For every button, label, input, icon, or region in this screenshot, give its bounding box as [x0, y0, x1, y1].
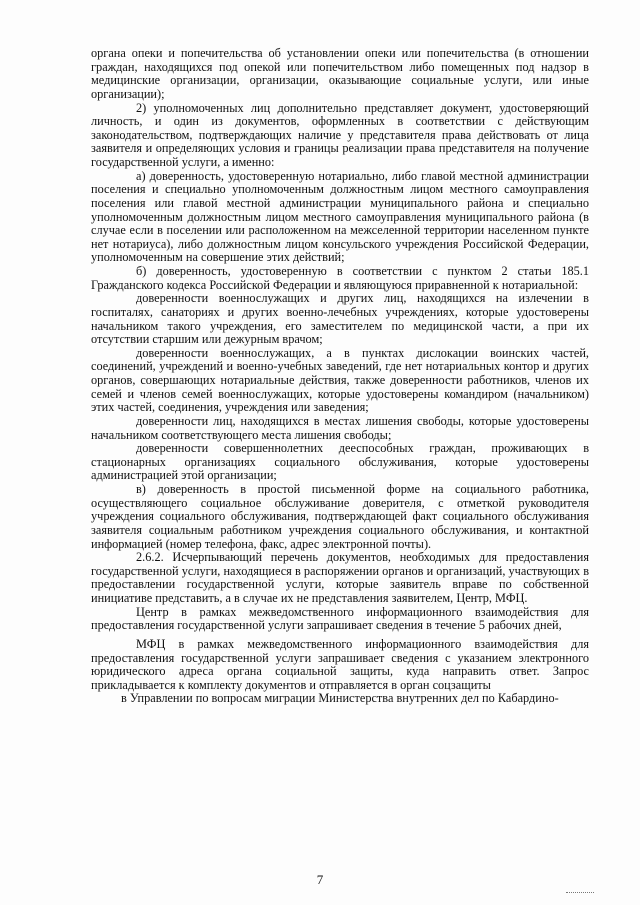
body-text [91, 47, 589, 706]
paragraph-notarized-power: а) доверенность, удостоверенную нотариально, либо главой местной администрации поселения и специально уполномоченным должностным лицом местного самоуправления поселения или главой местной администрации муниципального района и специально уполномоченным должностным лицом местного самоуправления муниципального района (в случае если в поселении или расположенном на межселенной территории населенном пункте нет нотариуса), либо должностным лицом консульского учреждения Российской Федерации, уполномоченным на совершение этих действий; [91, 168, 589, 265]
paragraph-guardianship: органа опеки и попечительства об установлении опеки или попечительства (в отношении граждан, находящихся под опекой или попечительством либо помещенных под надзор в медицинские организации, организации, оказывающие социальные услуги, или иные организации); [91, 46, 589, 101]
paragraph-migration-office: в Управлении по вопросам миграции Министерства внутренних дел по Кабардино- [121, 691, 559, 706]
scan-mark [566, 892, 594, 894]
paragraph-stationary-organizations: доверенности совершеннолетних дееспособных граждан, проживающих в стационарных организациях социального обслуживания, которые удостоверены администрацией этой организации; [91, 441, 589, 483]
paragraph-military-units: доверенности военнослужащих, а в пунктах дислокации воинских частей, соединений, учреждений и военно-учебных заведений, где нет нотариальных контор и других органов, совершающих нотариальные действия, также доверенности работников, членов их семей и членов семей военнослужащих, которые удостоверены командиром (начальником) этих частей, соединения, учреждения или заведения; [91, 345, 589, 415]
page-number: 7 [316, 872, 324, 887]
paragraph-center-request: Центр в рамках межведомственного информационного взаимодействия для предоставления государственной услуги запрашивает сведения в течение 5 рабочих дней, [91, 604, 589, 633]
paragraph-authorized-persons: 2) уполномоченных лиц дополнительно представляет документ, удостоверяющий личность, и один из документов, оформленных в соответствии с действующим законодательством, подтверждающих наличие у представителя права действовать от лица заявителя и определяющих условия и границы реализации права представителя на получение государственной услуги, а именно: [91, 100, 589, 169]
paragraph-2-6-2: 2.6.2. Исчерпывающий перечень документов, необходимых для предоставления государственной услуги, находящиеся в распоряжении органов и организаций, участвующих в предоставлении государственной услуги, которые заявитель вправе по собственной инициативе представить, а в случае их не представления заявителем, Центр, МФЦ. [91, 550, 589, 605]
paragraph-social-worker: в) доверенность в простой письменной форме на социального работника, осуществляющего социальное обслуживание доверителя, с отметкой руководителя учреждения социального обслуживания, подтверждающей факт социального обслуживания заявителя социальным работником учреждения социального обслуживания, и контактной информацией (номер телефона, факс, адрес электронной почты). [91, 482, 589, 551]
paragraph-mfc-request: МФЦ в рамках межведомственного информационного взаимодействия для предоставления государственной услуги запрашивает сведения с указанием электронного юридического адреса органа социальной защиты, куда направить ответ. Запрос прикладывается к комплекту документов и отправляется в орган соцзащиты [91, 636, 589, 692]
paragraph-detention: доверенности лиц, находящихся в местах лишения свободы, которые удостоверены начальником соответствующего места лишения свободы; [91, 413, 589, 442]
paragraph-civil-code-power: б) доверенность, удостоверенную в соответствии с пунктом 2 статьи 185.1 Гражданского кодекса Российской Федерации и являющуюся приравненной к нотариальной: [91, 264, 589, 292]
paragraph-military-hospitals: доверенности военнослужащих и других лиц, находящихся на излечении в госпиталях, санаториях и других военно-лечебных учреждениях, которые удостоверены начальником такого учреждения, его заместителем по медицинской части, а при их отсутствии старшим или дежурным врачом; [91, 291, 589, 347]
